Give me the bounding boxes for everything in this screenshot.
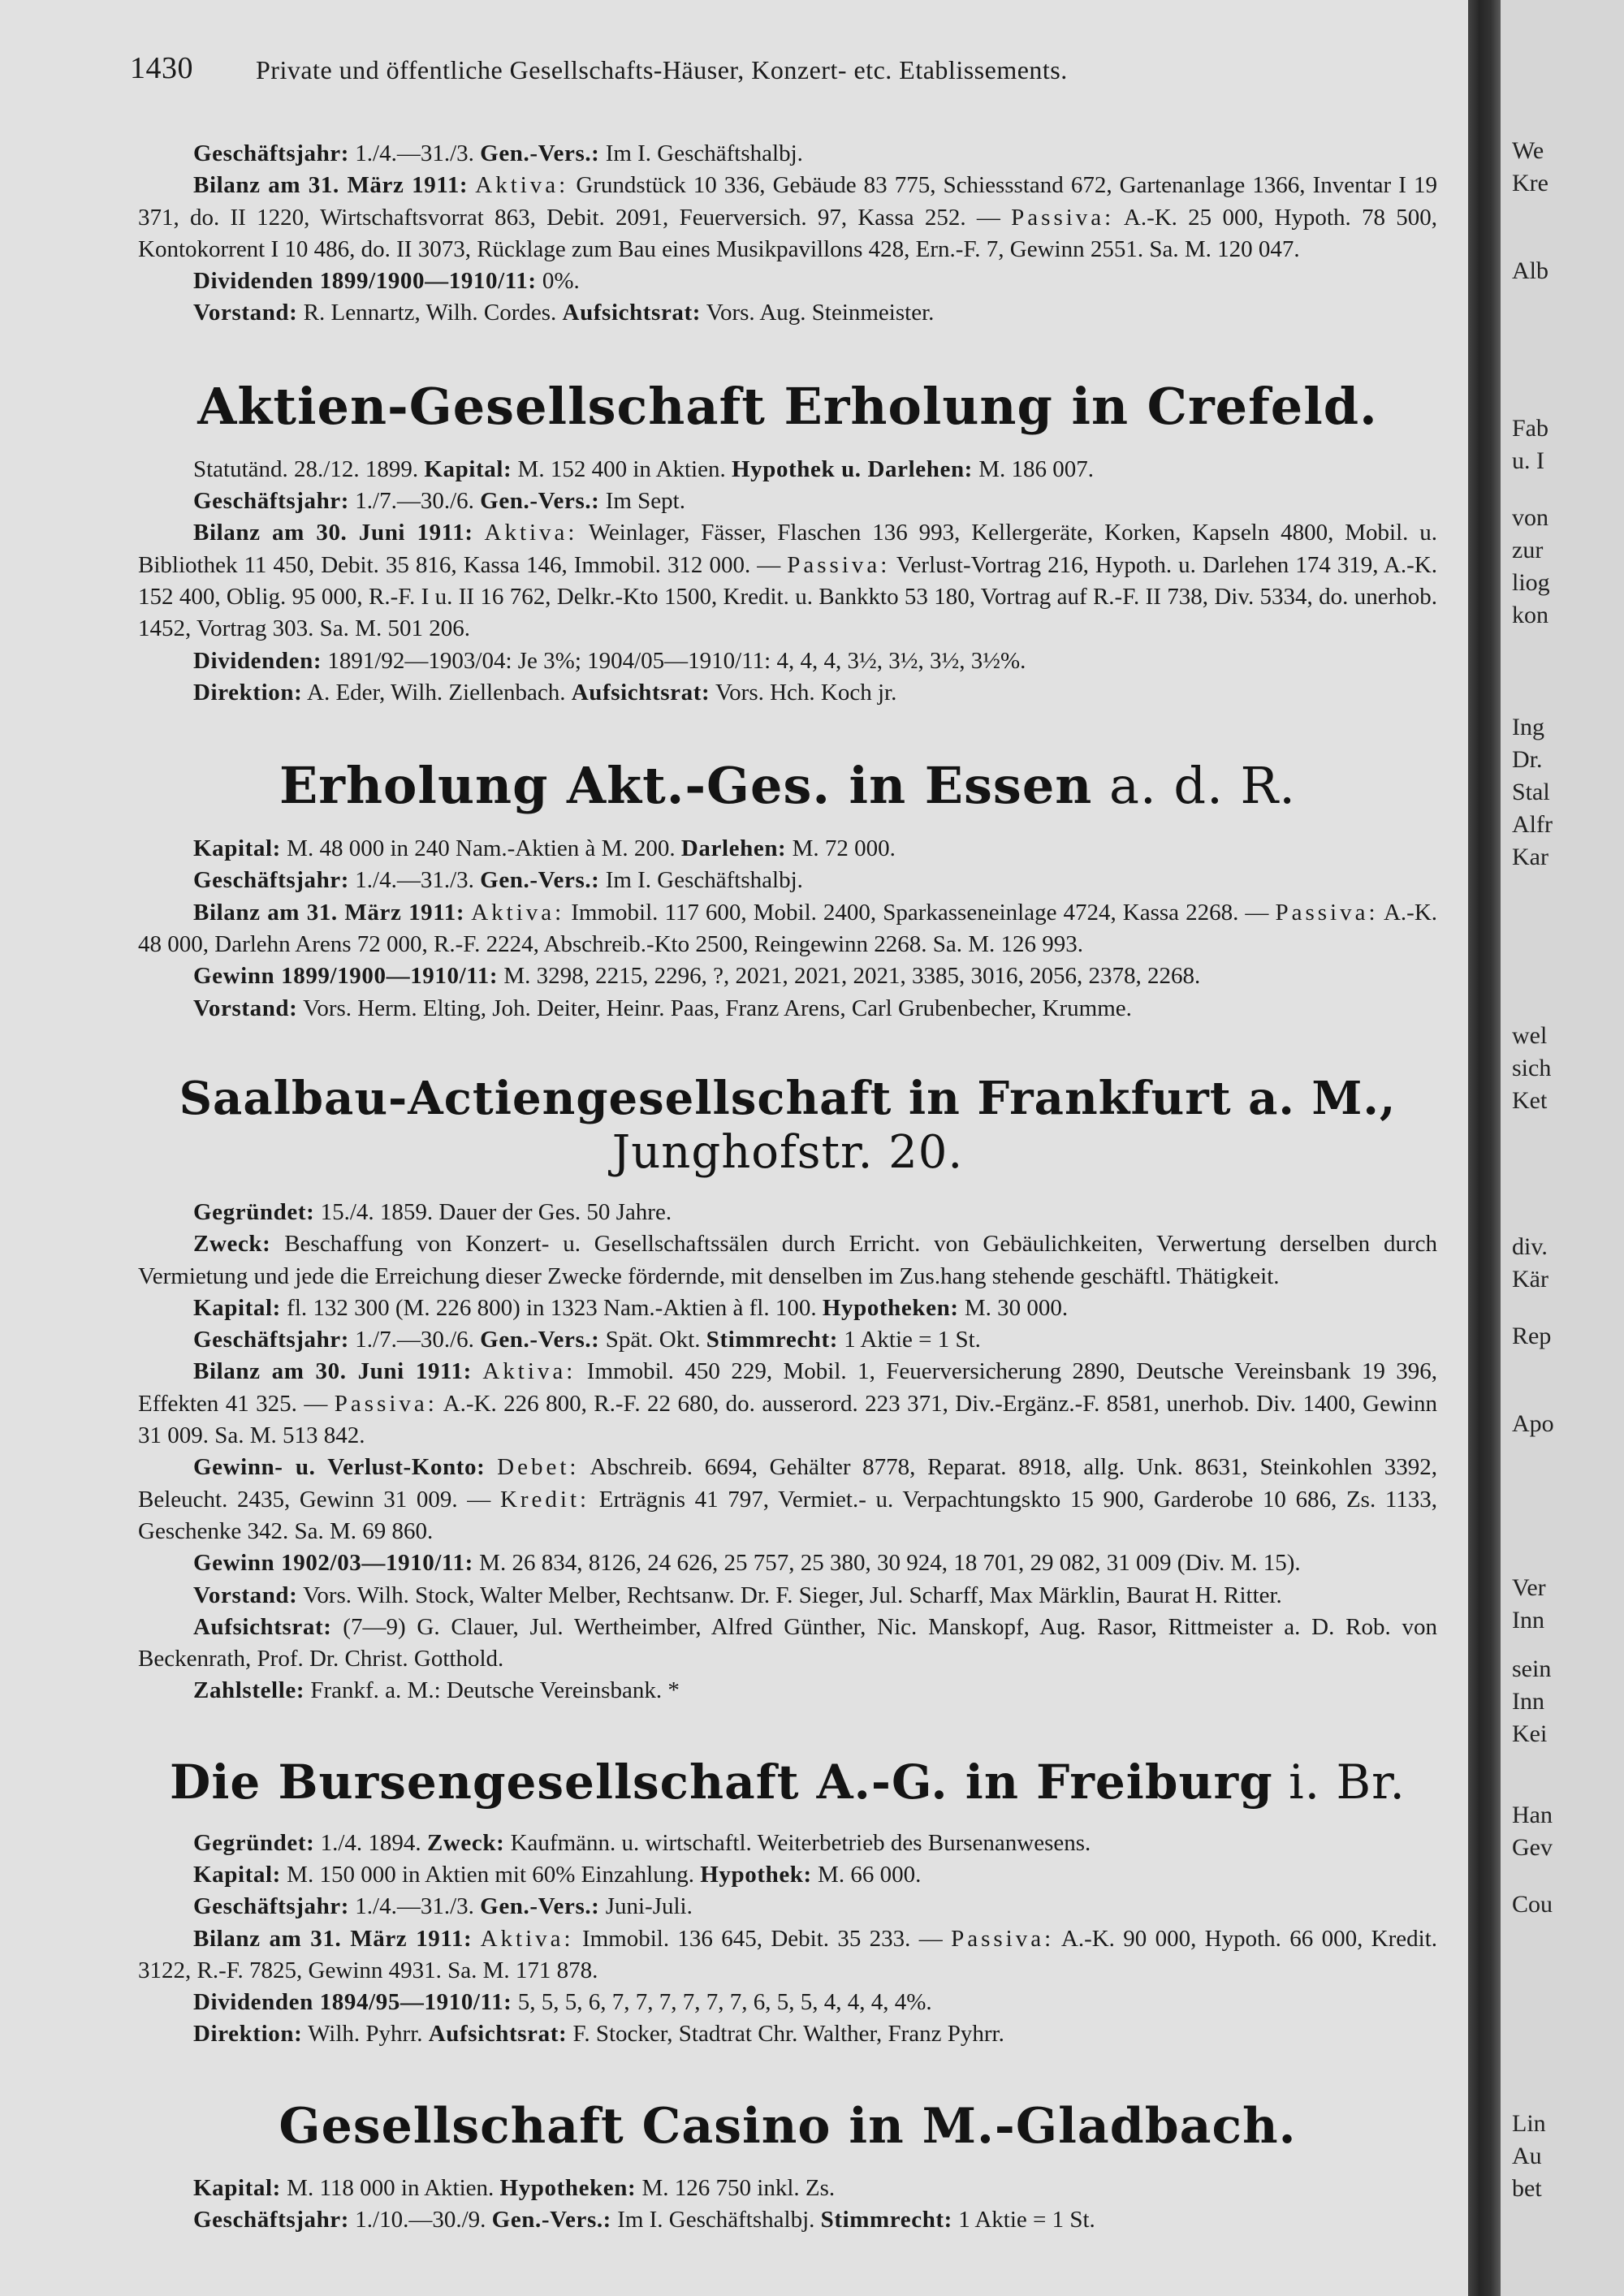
page-content bbox=[130, 49, 1438, 2251]
entry-paragraph bbox=[138, 297, 1437, 329]
field-label: Kapital: bbox=[193, 1861, 281, 1888]
adjacent-page-fragment: Lin bbox=[1512, 2110, 1546, 2137]
balance-side-label: Passiva: bbox=[787, 551, 891, 578]
field-text: A. Eder, Wilh. Ziellenbach. bbox=[302, 679, 572, 706]
entry-paragraph bbox=[138, 960, 1437, 992]
field-label: Aufsichtsrat: bbox=[562, 300, 702, 326]
field-label: Zweck: bbox=[426, 1829, 505, 1856]
field-text: F. Stocker, Stadtrat Chr. Walther, Franz Pyhrr. bbox=[567, 2021, 1004, 2048]
entry-paragraph bbox=[138, 170, 1437, 265]
field-text: 1./4.—31./3. bbox=[349, 1893, 481, 1920]
book-gutter bbox=[1468, 0, 1501, 2296]
entry-paragraph bbox=[138, 1547, 1437, 1579]
entries bbox=[138, 138, 1437, 2236]
entry-paragraph bbox=[138, 138, 1437, 170]
company-title-main: Saalbau-Actiengesellschaft in Frankfurt a. M., bbox=[179, 1071, 1397, 1125]
company-entry bbox=[138, 138, 1437, 330]
field-label: Bilanz am 31. März 1911: bbox=[193, 172, 469, 199]
field-label: Dividenden 1899/1900—1910/11: bbox=[193, 268, 537, 295]
field-text: 1891/92—1903/04: Je 3%; 1904/05—1910/11: 4, 4, 4, 3½, 3½, 3½, 3½%. bbox=[322, 647, 1026, 674]
entry-paragraph bbox=[138, 486, 1437, 517]
entry-paragraph bbox=[138, 265, 1437, 297]
adjacent-page-fragment: Stal bbox=[1512, 779, 1550, 805]
entry-paragraph bbox=[138, 645, 1437, 677]
field-text: Im I. Geschäftshalbj. bbox=[599, 140, 803, 166]
adjacent-page-fragment: Alfr bbox=[1512, 811, 1553, 838]
entry-paragraph bbox=[138, 897, 1437, 961]
field-text: A.-K. 48 000, Darlehn Arens 72 000, R.-F. 2224, Abschreib.-Kto 2500, Reingewinn 2268. Sa. M. 126 993. bbox=[138, 899, 1438, 958]
balance-side-label: Debet: bbox=[497, 1454, 580, 1481]
field-text bbox=[468, 172, 475, 198]
field-text: 1 Aktie = 1 St. bbox=[838, 1327, 981, 1353]
field-label: Direktion: bbox=[193, 679, 303, 706]
field-label: Gen.-Vers.: bbox=[480, 1893, 600, 1920]
entry-paragraph bbox=[138, 2204, 1437, 2236]
field-text: Weinlager, Fässer, Flaschen 136 993, Kellergeräte, Korken, Kapseln 4800, Mobil. u. Bibliothek 11 450, Debit. 35 816, Kassa 146, Immobil. 312 000. — bbox=[138, 520, 1437, 578]
field-text: 1./10.—30./9. bbox=[349, 2207, 492, 2233]
company-title-main: Aktien-Gesellschaft Erholung in Crefeld. bbox=[197, 376, 1378, 436]
adjacent-page-edge bbox=[1501, 0, 1624, 2296]
adjacent-page-fragment: Kei bbox=[1512, 1720, 1548, 1747]
adjacent-page-fragment: u. I bbox=[1512, 447, 1544, 474]
adjacent-page-fragment: Kär bbox=[1512, 1266, 1548, 1293]
field-text bbox=[464, 900, 471, 926]
field-text: (7—9) G. Clauer, Jul. Wertheimber, Alfred Günther, Nic. Manskopf, Aug. Rasor, Rittmeister a. D. Rob. von Beckenrath, Prof. Dr. Christ. Gotthold. bbox=[138, 1613, 1437, 1672]
field-text: 5, 5, 5, 6, 7, 7, 7, 7, 7, 7, 6, 5, 5, 4, 4, 4, 4%. bbox=[512, 1989, 932, 2016]
field-text: 15./4. 1859. Dauer der Ges. 50 Jahre. bbox=[314, 1198, 672, 1225]
field-text: Frankf. a. M.: Deutsche Vereinsbank. * bbox=[304, 1677, 680, 1704]
company-title-main: Die Bursengesellschaft A.-G. in Freiburg bbox=[170, 1754, 1273, 1810]
field-label: Aufsichtsrat: bbox=[428, 2021, 568, 2048]
field-text: Immobil. 136 645, Debit. 35 233. — bbox=[573, 1925, 952, 1952]
field-label: Gewinn 1899/1900—1910/11: bbox=[193, 963, 499, 990]
balance-side-label: Aktiva: bbox=[484, 520, 578, 546]
entry-paragraph bbox=[138, 454, 1437, 486]
company-title bbox=[138, 1754, 1437, 1810]
field-label: Gewinn- u. Verlust-Konto: bbox=[193, 1454, 486, 1481]
field-label: Hypothek u. Darlehen: bbox=[731, 455, 973, 482]
field-text: 1./7.—30./6. bbox=[349, 1327, 481, 1353]
entry-paragraph bbox=[138, 1891, 1437, 1923]
adjacent-page-fragment: von bbox=[1512, 504, 1548, 531]
field-label: Gen.-Vers.: bbox=[491, 2207, 611, 2233]
adjacent-page-fragment: Kar bbox=[1512, 844, 1548, 870]
running-title: Private und öffentliche Gesellschafts-Häuser, Konzert- etc. Etablissements. bbox=[256, 55, 1068, 84]
adjacent-page-fragment: Han bbox=[1512, 1802, 1553, 1828]
entry-paragraph bbox=[138, 1612, 1437, 1676]
field-label: Geschäftsjahr: bbox=[193, 1893, 350, 1920]
adjacent-page-fragment: Cou bbox=[1512, 1891, 1553, 1918]
field-label: Bilanz am 31. März 1911: bbox=[193, 899, 465, 926]
balance-side-label: Passiva: bbox=[1011, 204, 1115, 231]
field-text bbox=[472, 1926, 480, 1952]
company-title bbox=[138, 377, 1437, 436]
field-text bbox=[472, 1358, 482, 1384]
company-title-main: Gesellschaft Casino in M.-Gladbach. bbox=[279, 2097, 1297, 2155]
field-label: Aufsichtsrat: bbox=[571, 679, 710, 706]
balance-side-label: Kredit: bbox=[499, 1486, 590, 1513]
field-text: Kaufmänn. u. wirtschaftl. Weiterbetrieb des Bursenanwesens. bbox=[504, 1829, 1091, 1856]
adjacent-page-fragment: Ver bbox=[1512, 1574, 1546, 1601]
entry-paragraph bbox=[138, 1452, 1437, 1547]
field-label: Gen.-Vers.: bbox=[480, 140, 600, 166]
field-text: M. 152 400 in Aktien. bbox=[512, 455, 732, 482]
entry-paragraph bbox=[138, 517, 1437, 645]
field-text bbox=[473, 520, 485, 546]
field-text: 1./4. 1894. bbox=[314, 1829, 427, 1856]
entry-paragraph bbox=[138, 1580, 1437, 1612]
field-label: Dividenden: bbox=[193, 647, 322, 674]
adjacent-page-fragment: Ing bbox=[1512, 714, 1544, 740]
entry-paragraph bbox=[138, 1923, 1437, 1987]
field-text: M. 48 000 in 240 Nam.-Aktien à M. 200. bbox=[280, 835, 681, 862]
adjacent-page-fragment: Inn bbox=[1512, 1688, 1544, 1715]
company-entry bbox=[138, 2098, 1437, 2237]
adjacent-page-fragment: Au bbox=[1512, 2143, 1542, 2169]
adjacent-page-fragment: Gev bbox=[1512, 1834, 1553, 1861]
entry-paragraph bbox=[138, 677, 1437, 709]
company-title bbox=[138, 756, 1437, 815]
entry-paragraph bbox=[138, 1828, 1437, 1859]
adjacent-page-fragment: Alb bbox=[1512, 257, 1548, 284]
field-label: Zweck: bbox=[193, 1231, 271, 1258]
field-text: 1./7.—30./6. bbox=[349, 488, 481, 515]
field-text: Verlust-Vortrag 216, Hypoth. u. Darlehen 174 319, A.-K. 152 400, Oblig. 95 000, R.-F. I u. II 16 762, Delkr.-Kto 1500, Kredit. u. Bankkto 53 180, Vortrag auf R.-F. II 738, Div. 5334, do. unerhob. 1452, Vortrag 303. Sa. M. 501 206. bbox=[138, 551, 1437, 642]
field-text: Im I. Geschäftshalbj. bbox=[611, 2207, 821, 2233]
entry-paragraph bbox=[138, 1675, 1437, 1707]
field-text: Im Sept. bbox=[599, 488, 685, 515]
company-title-location: Junghofstr. 20. bbox=[611, 1125, 964, 1179]
field-text: Statutänd. 28./12. 1899. bbox=[193, 455, 425, 482]
field-label: Gen.-Vers.: bbox=[480, 867, 600, 894]
adjacent-page-fragment: Dr. bbox=[1512, 746, 1543, 773]
field-text: Grundstück 10 336, Gebäude 83 775, Schiessstand 672, Gartenanlage 1366, Inventar I 19 371, do. II 1220, Wirtschaftsvorrat 863, Debit. 2091, Feuerversich. 97, Kassa 252. — bbox=[138, 172, 1437, 231]
field-text: A.-K. 25 000, Hypoth. 78 500, Kontokorrent I 10 486, do. II 3073, Rücklage zum Bau eines Musikpavillons 428, Ern.-F. 7, Gewinn 2551. Sa. M. 120 047. bbox=[138, 204, 1437, 262]
field-label: Gegründet: bbox=[193, 1829, 315, 1856]
company-title bbox=[138, 1072, 1437, 1179]
adjacent-page-fragment: Rep bbox=[1512, 1323, 1552, 1349]
field-text: Erträgnis 41 797, Vermiet.- u. Verpachtungskto 15 900, Garderobe 10 686, Zs. 1133, Geschenke 342. Sa. M. 69 860. bbox=[138, 1486, 1438, 1544]
field-label: Gen.-Vers.: bbox=[480, 1327, 600, 1353]
field-label: Bilanz am 31. März 1911: bbox=[193, 1925, 473, 1952]
field-text: Juni-Juli. bbox=[599, 1893, 693, 1920]
field-text: M. 30 000. bbox=[958, 1294, 1069, 1321]
field-text: Vors. Herm. Elting, Joh. Deiter, Heinr. Paas, Franz Arens, Carl Grubenbecher, Krumme. bbox=[297, 995, 1132, 1021]
field-text: A.-K. 90 000, Hypoth. 66 000, Kredit. 3122, R.-F. 7825, Gewinn 4931. Sa. M. 171 878. bbox=[138, 1925, 1438, 1983]
company-title-location: i. Br. bbox=[1272, 1754, 1406, 1810]
field-text: Abschreib. 6694, Gehälter 8778, Reparat. 8918, allg. Unk. 8631, Steinkohlen 3392, Beleucht. 2435, Gewinn 31 009. — bbox=[138, 1454, 1438, 1513]
balance-side-label: Aktiva: bbox=[475, 172, 569, 199]
field-label: Hypotheken: bbox=[499, 2174, 637, 2201]
adjacent-page-fragment: bet bbox=[1512, 2175, 1542, 2202]
entry-paragraph bbox=[138, 1987, 1437, 2018]
field-text: Vors. Hch. Koch jr. bbox=[710, 679, 897, 706]
adjacent-page-fragment: div. bbox=[1512, 1233, 1548, 1260]
company-entry bbox=[138, 1072, 1437, 1707]
entry-paragraph bbox=[138, 993, 1437, 1025]
field-text: 1./4.—31./3. bbox=[349, 140, 481, 166]
company-entry bbox=[138, 1754, 1437, 2051]
field-label: Geschäftsjahr: bbox=[193, 140, 350, 166]
field-text: R. Lennartz, Wilh. Cordes. bbox=[297, 300, 563, 326]
field-text: Beschaffung von Konzert- u. Gesellschaftssälen durch Erricht. von Gebäulichkeiten, Verwertung derselben durch Vermietung und jede die Erreichung dieser Zwecke fördernde, mit denselben im Zus.hang stehende geschäftl. Thätigkeit. bbox=[138, 1231, 1437, 1289]
entry-paragraph bbox=[138, 1228, 1437, 1293]
adjacent-page-fragment: sein bbox=[1512, 1655, 1552, 1682]
field-label: Kapital: bbox=[424, 455, 512, 482]
field-text: Vors. Wilh. Stock, Walter Melber, Rechtsanw. Dr. F. Sieger, Jul. Scharff, Max Märklin, Baurat H. Ritter. bbox=[297, 1582, 1282, 1608]
field-label: Hypotheken: bbox=[822, 1294, 959, 1321]
field-label: Bilanz am 30. Juni 1911: bbox=[193, 520, 473, 546]
field-label: Dividenden 1894/95—1910/11: bbox=[193, 1989, 512, 2016]
balance-side-label: Aktiva: bbox=[482, 1358, 577, 1385]
field-text: M. 72 000. bbox=[786, 835, 896, 862]
field-text: M. 126 750 inkl. Zs. bbox=[636, 2174, 836, 2201]
field-label: Aufsichtsrat: bbox=[193, 1613, 332, 1640]
adjacent-page-fragment: Inn bbox=[1512, 1607, 1544, 1634]
field-text: M. 3298, 2215, 2296, ?, 2021, 2021, 2021, 3385, 3016, 2056, 2378, 2268. bbox=[498, 963, 1201, 990]
adjacent-page-fragment: Kre bbox=[1512, 170, 1548, 196]
field-text: Immobil. 450 229, Mobil. 1, Feuerversicherung 2890, Deutsche Vereinsbank 19 396, Effekten 41 325. — bbox=[138, 1358, 1438, 1417]
entry-paragraph bbox=[138, 1293, 1437, 1324]
field-label: Vorstand: bbox=[193, 995, 298, 1021]
field-text: M. 66 000. bbox=[811, 1861, 922, 1888]
field-text: 1 Aktie = 1 St. bbox=[952, 2207, 1095, 2233]
entry-paragraph bbox=[138, 2173, 1437, 2204]
field-label: Kapital: bbox=[193, 2174, 281, 2201]
balance-side-label: Aktiva: bbox=[471, 899, 565, 926]
field-text bbox=[485, 1454, 497, 1480]
field-text: A.-K. 226 800, R.-F. 22 680, do. ausserord. 223 371, Div.-Ergänz.-F. 8581, unerhob. Div. 1400, Gewinn 31 009. Sa. M. 513 842. bbox=[138, 1390, 1437, 1449]
field-label: Geschäftsjahr: bbox=[193, 2207, 350, 2233]
field-label: Vorstand: bbox=[193, 300, 298, 326]
entry-paragraph bbox=[138, 833, 1437, 865]
field-label: Direktion: bbox=[193, 2021, 303, 2048]
field-text: M. 150 000 in Aktien mit 60% Einzahlung. bbox=[280, 1861, 701, 1888]
field-label: Gen.-Vers.: bbox=[480, 488, 600, 515]
entry-paragraph bbox=[138, 1197, 1437, 1228]
field-text: M. 26 834, 8126, 24 626, 25 757, 25 380, 30 924, 18 701, 29 082, 31 009 (Div. M. 15). bbox=[473, 1550, 1301, 1577]
field-text: Im I. Geschäftshalbj. bbox=[599, 867, 803, 894]
adjacent-page-fragment: Apo bbox=[1512, 1410, 1554, 1437]
entry-paragraph bbox=[138, 1859, 1437, 1891]
company-entry bbox=[138, 377, 1437, 709]
field-text: 1./4.—31./3. bbox=[349, 867, 481, 894]
company-title bbox=[138, 2098, 1437, 2155]
field-text: fl. 132 300 (M. 226 800) in 1323 Nam.-Aktien à fl. 100. bbox=[280, 1294, 823, 1321]
field-label: Gegründet: bbox=[193, 1198, 315, 1225]
adjacent-page-fragment: Ket bbox=[1512, 1087, 1548, 1114]
adjacent-page-fragment: zur bbox=[1512, 537, 1544, 563]
field-text: Wilh. Pyhrr. bbox=[302, 2021, 429, 2048]
field-label: Geschäftsjahr: bbox=[193, 1327, 350, 1353]
entry-paragraph bbox=[138, 1324, 1437, 1356]
balance-side-label: Aktiva: bbox=[480, 1925, 574, 1952]
field-label: Bilanz am 30. Juni 1911: bbox=[193, 1358, 472, 1385]
field-text: 0%. bbox=[536, 268, 580, 295]
company-title-main: Erholung Akt.-Ges. in Essen bbox=[279, 756, 1093, 816]
adjacent-page-fragment: We bbox=[1512, 137, 1544, 164]
adjacent-page-fragment: Fab bbox=[1512, 415, 1548, 442]
field-text: Immobil. 117 600, Mobil. 2400, Sparkasseneinlage 4724, Kassa 2268. — bbox=[564, 899, 1276, 926]
adjacent-page-fragment: liog bbox=[1512, 569, 1550, 596]
field-label: Zahlstelle: bbox=[193, 1677, 305, 1704]
running-header bbox=[130, 49, 1437, 94]
field-label: Hypothek: bbox=[700, 1861, 812, 1888]
adjacent-page-fragment: sich bbox=[1512, 1055, 1552, 1081]
entry-paragraph bbox=[138, 865, 1437, 896]
field-label: Geschäftsjahr: bbox=[193, 488, 350, 515]
field-label: Vorstand: bbox=[193, 1582, 298, 1608]
field-label: Kapital: bbox=[193, 1294, 281, 1321]
entry-paragraph bbox=[138, 1356, 1437, 1452]
adjacent-page-fragment: wel bbox=[1512, 1022, 1548, 1049]
company-entry bbox=[138, 756, 1437, 1025]
balance-side-label: Passiva: bbox=[1275, 899, 1379, 926]
field-label: Kapital: bbox=[193, 835, 281, 862]
balance-side-label: Passiva: bbox=[951, 1925, 1055, 1952]
page-number: 1430 bbox=[130, 51, 193, 85]
field-text: Spät. Okt. bbox=[599, 1327, 706, 1353]
field-text: Vors. Aug. Steinmeister. bbox=[701, 300, 935, 326]
field-label: Stimmrecht: bbox=[820, 2207, 952, 2233]
company-title-location: a. d. R. bbox=[1092, 756, 1296, 816]
adjacent-page-fragment: kon bbox=[1512, 602, 1548, 628]
field-label: Darlehen: bbox=[680, 835, 787, 862]
field-label: Geschäftsjahr: bbox=[193, 867, 350, 894]
entry-paragraph bbox=[138, 2018, 1437, 2050]
field-text: M. 186 007. bbox=[972, 455, 1094, 482]
field-label: Gewinn 1902/03—1910/11: bbox=[193, 1550, 473, 1577]
field-label: Stimmrecht: bbox=[706, 1327, 839, 1353]
field-text: M. 118 000 in Aktien. bbox=[280, 2174, 500, 2201]
balance-side-label: Passiva: bbox=[334, 1390, 438, 1417]
